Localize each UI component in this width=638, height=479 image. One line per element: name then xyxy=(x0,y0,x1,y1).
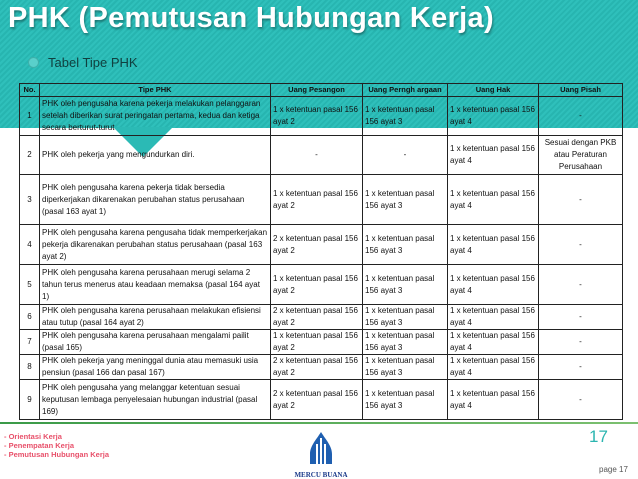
uang-penghargaan-cell: 1 x ketentuan pasal 156 ayat 3 xyxy=(363,175,448,225)
tipe-phk-cell: PHK oleh pekerja yang meninggal dunia atau memasuki usia pensiun (pasal 166 dan pasal 167) xyxy=(40,355,271,380)
column-header: Uang Pisah xyxy=(539,84,623,97)
logo-text: MERCU BUANA xyxy=(294,471,348,479)
table-row xyxy=(20,136,623,175)
uang-hak-cell: 1 x ketentuan pasal 156 ayat 4 xyxy=(448,265,539,305)
uang-pisah-cell: - xyxy=(539,355,623,380)
tipe-phk-cell: PHK oleh pengusaha karena perusahaan merugi selama 2 tahun terus menerus atau keadaan memaksa (pasal 164 ayat 1) xyxy=(40,265,271,305)
uang-pisah-cell: Sesuai dengan PKB atau Peraturan Perusahaan xyxy=(539,136,623,175)
uang-hak-cell: 1 x ketentuan pasal 156 ayat 4 xyxy=(448,355,539,380)
university-logo xyxy=(290,432,352,479)
subtitle-text: Tabel Tipe PHK xyxy=(48,55,138,70)
tipe-phk-cell: PHK oleh pengusaha karena perusahaan mengalami pailit (pasal 165) xyxy=(40,330,271,355)
uang-pesangon-cell: 2 x ketentuan pasal 156 ayat 2 xyxy=(271,380,363,420)
uang-pisah-cell: - xyxy=(539,265,623,305)
uang-pisah-cell: - xyxy=(539,305,623,330)
footer-menu-item[interactable]: - Penempatan Kerja xyxy=(4,441,75,450)
column-header: Uang Perngh argaan xyxy=(363,84,448,97)
row-number: 4 xyxy=(20,225,40,265)
uang-pesangon-cell: 1 x ketentuan pasal 156 ayat 2 xyxy=(271,97,363,136)
phk-table xyxy=(19,83,623,420)
uang-pesangon-cell: 1 x ketentuan pasal 156 ayat 2 xyxy=(271,265,363,305)
row-number: 1 xyxy=(20,97,40,136)
footer-menu-item[interactable]: - Orientasi Kerja xyxy=(4,432,62,441)
uang-pisah-cell: - xyxy=(539,97,623,136)
column-header: Tipe PHK xyxy=(40,84,271,97)
table-row xyxy=(20,265,623,305)
row-number: 5 xyxy=(20,265,40,305)
table-row xyxy=(20,330,623,355)
bullet-icon xyxy=(28,57,39,68)
tipe-phk-cell: PHK oleh pengusaha karena perusahaan melakukan efisiensi atau tutup (pasal 164 ayat 2) xyxy=(40,305,271,330)
tipe-phk-cell: PHK oleh pengusaha karena pengusaha tidak memperkerjakan pekerja dikarenakan perubahan status perusahaan (pasal 163 ayat 2) xyxy=(40,225,271,265)
tipe-phk-cell: PHK oleh pengusaha karena pekerja melakukan pelanggaran setelah diberikan surat peringatan pertama, kedua dan ketiga secara berturut-turut xyxy=(40,97,271,136)
uang-pesangon-cell: 2 x ketentuan pasal 156 ayat 2 xyxy=(271,305,363,330)
uang-hak-cell: 1 x ketentuan pasal 156 ayat 4 xyxy=(448,225,539,265)
uang-pesangon-cell: 2 x ketentuan pasal 156 ayat 2 xyxy=(271,225,363,265)
uang-pesangon-cell: 1 x ketentuan pasal 156 ayat 2 xyxy=(271,330,363,355)
tipe-phk-cell: PHK oleh pengusaha yang melanggar ketentuan sesuai keputusan lembaga penyelesaian hubungan industrial (pasal 169) xyxy=(40,380,271,420)
uang-penghargaan-cell: 1 x ketentuan pasal 156 ayat 3 xyxy=(363,355,448,380)
row-number: 9 xyxy=(20,380,40,420)
uang-pisah-cell: - xyxy=(539,380,623,420)
row-number: 7 xyxy=(20,330,40,355)
row-number: 8 xyxy=(20,355,40,380)
table-row xyxy=(20,380,623,420)
tipe-phk-cell: PHK oleh pengusaha karena pekerja tidak bersedia diperkerjakan dikarenakan perubahan status perusahaan (pasal 163 ayat 1) xyxy=(40,175,271,225)
uang-pesangon-cell: - xyxy=(271,136,363,175)
uang-hak-cell: 1 x ketentuan pasal 156 ayat 4 xyxy=(448,380,539,420)
footer-divider xyxy=(0,422,638,424)
column-header: Uang Pesangon xyxy=(271,84,363,97)
slide-title: PHK (Pemutusan Hubungan Kerja) xyxy=(8,2,494,34)
page-label: page 17 xyxy=(599,465,628,474)
table-row xyxy=(20,225,623,265)
uang-pesangon-cell: 2 x ketentuan pasal 156 ayat 2 xyxy=(271,355,363,380)
column-header: No. xyxy=(20,84,40,97)
uang-hak-cell: 1 x ketentuan pasal 156 ayat 4 xyxy=(448,136,539,175)
uang-penghargaan-cell: 1 x ketentuan pasal 156 ayat 3 xyxy=(363,225,448,265)
table-row xyxy=(20,97,623,136)
table-row xyxy=(20,355,623,380)
row-number: 6 xyxy=(20,305,40,330)
row-number: 3 xyxy=(20,175,40,225)
uang-hak-cell: 1 x ketentuan pasal 156 ayat 4 xyxy=(448,175,539,225)
row-number: 2 xyxy=(20,136,40,175)
uang-penghargaan-cell: - xyxy=(363,136,448,175)
uang-pisah-cell: - xyxy=(539,330,623,355)
uang-penghargaan-cell: 1 x ketentuan pasal 156 ayat 3 xyxy=(363,330,448,355)
uang-hak-cell: 1 x ketentuan pasal 156 ayat 4 xyxy=(448,330,539,355)
table-header xyxy=(20,84,623,97)
slide-subtitle xyxy=(28,55,138,70)
uang-hak-cell: 1 x ketentuan pasal 156 ayat 4 xyxy=(448,97,539,136)
uang-pisah-cell: - xyxy=(539,175,623,225)
table-row xyxy=(20,175,623,225)
column-header: Uang Hak xyxy=(448,84,539,97)
uang-penghargaan-cell: 1 x ketentuan pasal 156 ayat 3 xyxy=(363,97,448,136)
footer-menu xyxy=(4,432,109,459)
uang-pesangon-cell: 1 x ketentuan pasal 156 ayat 2 xyxy=(271,175,363,225)
tipe-phk-cell: PHK oleh pekerja yang mengundurkan diri. xyxy=(40,136,271,175)
uang-penghargaan-cell: 1 x ketentuan pasal 156 ayat 3 xyxy=(363,305,448,330)
footer-menu-item[interactable]: - Pemutusan Hubungan Kerja xyxy=(4,450,110,459)
uang-hak-cell: 1 x ketentuan pasal 156 ayat 4 xyxy=(448,305,539,330)
uang-penghargaan-cell: 1 x ketentuan pasal 156 ayat 3 xyxy=(363,380,448,420)
uang-pisah-cell: - xyxy=(539,225,623,265)
table-row xyxy=(20,305,623,330)
slide-number: 17 xyxy=(589,427,608,446)
logo-icon xyxy=(308,432,334,464)
uang-penghargaan-cell: 1 x ketentuan pasal 156 ayat 3 xyxy=(363,265,448,305)
